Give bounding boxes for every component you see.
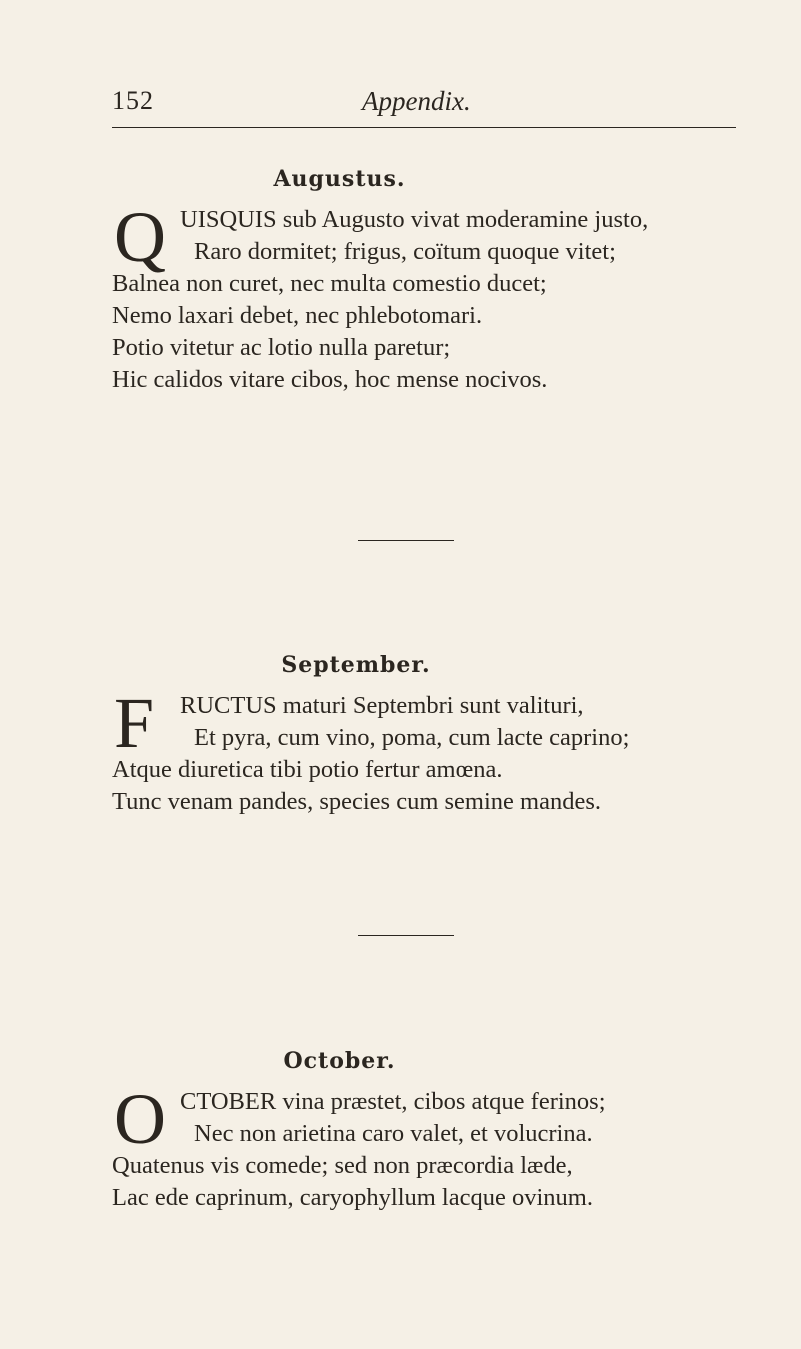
verse-line: Balnea non curet, nec multa comestio ducet;: [112, 270, 547, 297]
drop-cap: Q: [114, 197, 166, 277]
verse-line: Nec non arietina caro valet, et volucrina.: [194, 1120, 593, 1147]
verse-line-text: UISQUIS sub Augusto vivat moderamine justo,: [180, 206, 649, 233]
running-head: [112, 86, 732, 122]
running-title: Appendix.: [362, 86, 471, 116]
drop-cap: O: [114, 1079, 166, 1159]
verse-line: Lac ede caprinum, caryophyllum lacque ovinum.: [112, 1184, 593, 1211]
verse-line-text: RUCTUS maturi Septembri sunt valituri,: [180, 692, 584, 719]
section-heading: September.: [281, 652, 431, 678]
section-heading: October.: [283, 1048, 396, 1074]
header-rule: [112, 127, 736, 128]
section-october: [112, 1048, 792, 1214]
verse-line: Tunc venam pandes, species cum semine mandes.: [112, 788, 601, 815]
section-heading: Augustus.: [273, 166, 406, 192]
page-number: 152: [112, 86, 154, 115]
verse: [112, 683, 792, 818]
drop-cap: F: [114, 683, 155, 763]
verse: [112, 197, 792, 396]
verse-line: Quatenus vis comede; sed non præcordia læde,: [112, 1152, 573, 1179]
verse: [112, 1079, 792, 1214]
verse-line: Raro dormitet; frigus, coïtum quoque vitet;: [194, 238, 616, 265]
section-augustus: [112, 166, 792, 396]
verse-line: Potio vitetur ac lotio nulla paretur;: [112, 334, 451, 361]
section-september: [112, 652, 792, 818]
verse-line: Atque diuretica tibi potio fertur amœna.: [112, 756, 503, 783]
section-divider: [358, 540, 454, 541]
verse-line: Et pyra, cum vino, poma, cum lacte caprino;: [194, 724, 630, 751]
section-divider: [358, 935, 454, 936]
verse-line: Nemo laxari debet, nec phlebotomari.: [112, 302, 483, 329]
verse-line-text: CTOBER vina præstet, cibos atque ferinos;: [180, 1088, 606, 1115]
verse-line: Hic calidos vitare cibos, hoc mense nocivos.: [112, 366, 548, 393]
